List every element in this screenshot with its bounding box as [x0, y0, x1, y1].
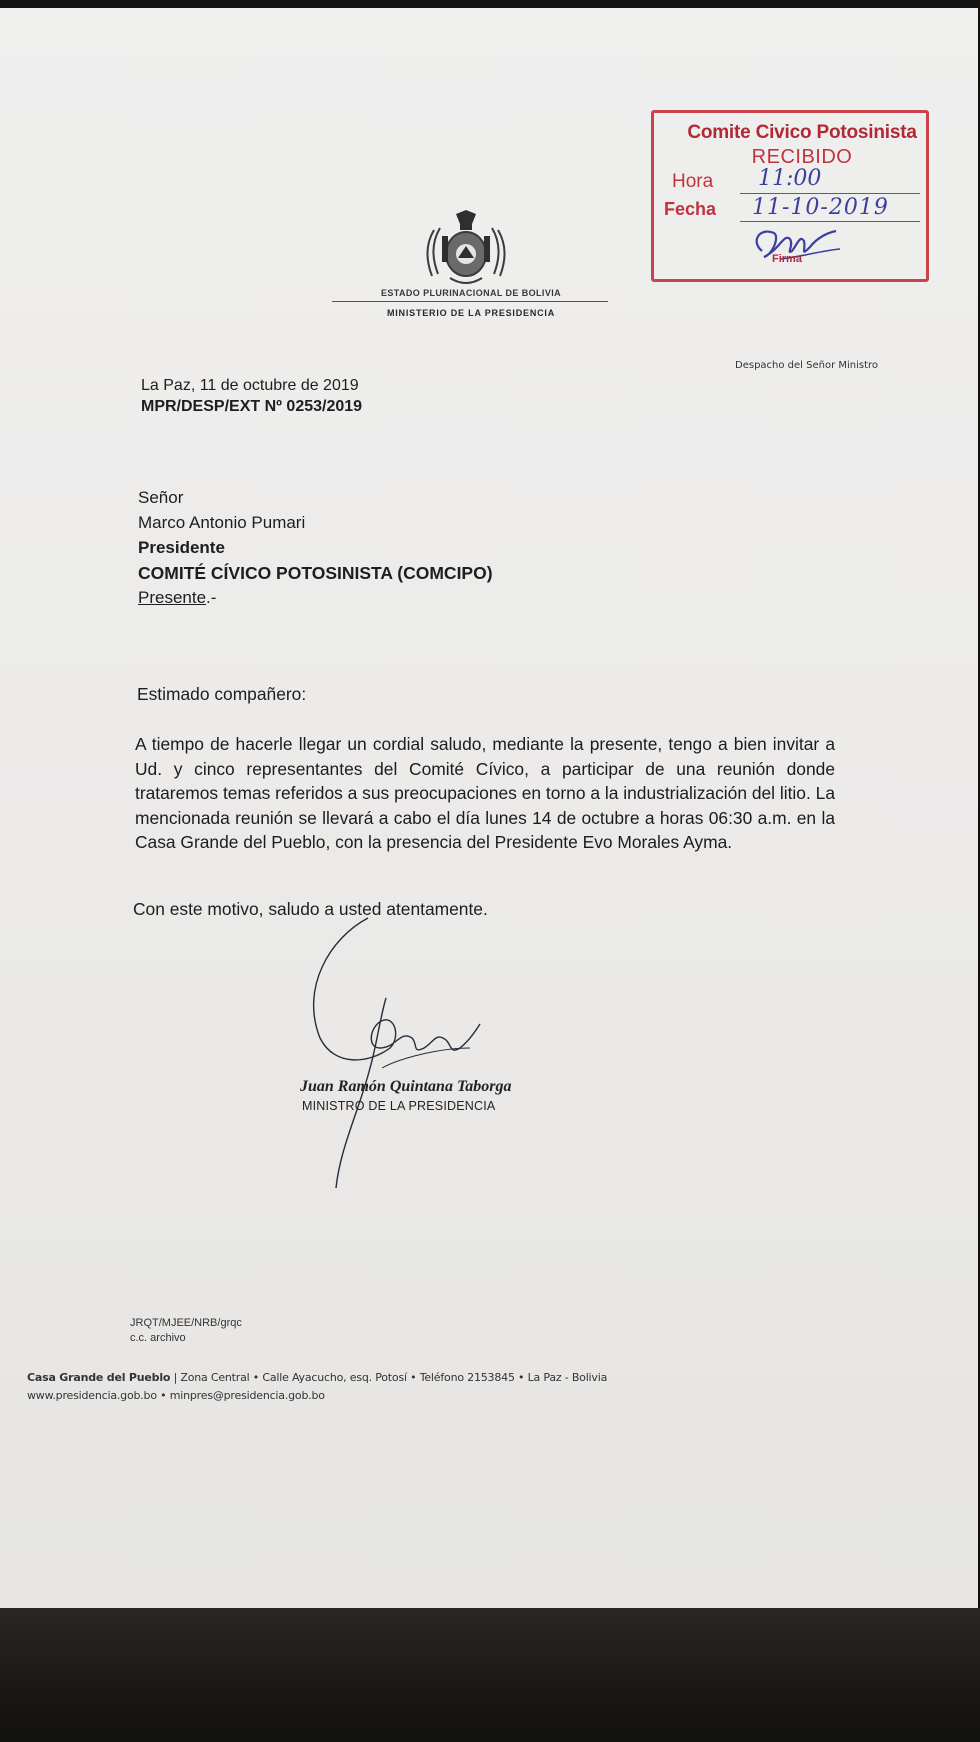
- recipient-salutation: Señor: [138, 488, 184, 507]
- background-surface: [0, 1608, 980, 1742]
- recipient-organization: COMITÉ CÍVICO POTOSINISTA (COMCIPO): [138, 563, 493, 583]
- stamp-status: RECIBIDO: [751, 146, 853, 168]
- footer-address: [27, 1371, 607, 1384]
- footer-initials: JRQT/MJEE/NRB/grqc: [130, 1317, 242, 1329]
- stamp-hora-line: [740, 193, 920, 194]
- signer-name: Juan Ramón Quintana Taborga: [300, 1078, 512, 1095]
- recipient-name: Marco Antonio Pumari: [138, 513, 306, 532]
- minister-handwritten-signature: [300, 898, 500, 1198]
- greeting: Estimado compañero:: [137, 684, 307, 704]
- stamp-fecha-label: Fecha: [664, 199, 717, 219]
- state-name: ESTADO PLURINACIONAL DE BOLIVIA: [380, 288, 562, 298]
- stamp-hora-label: Hora: [672, 171, 714, 192]
- footer-address-building: Casa Grande del Pueblo: [27, 1371, 171, 1384]
- received-stamp: [651, 110, 929, 282]
- closing: Con este motivo, saludo a usted atentamente.: [133, 899, 488, 919]
- ministry-name: MINISTERIO DE LA PRESIDENCIA: [386, 308, 556, 318]
- stamp-firma-label: Firma: [772, 253, 802, 265]
- footer-web-links: www.presidencia.gob.bo • minpres@presidencia.gob.bo: [27, 1389, 325, 1402]
- stamp-fecha-value: 11-10-2019: [752, 195, 889, 220]
- reference-number: MPR/DESP/EXT Nº 0253/2019: [141, 398, 363, 415]
- signer-title: MINISTRO DE LA PRESIDENCIA: [302, 1099, 496, 1113]
- footer-cc: c.c. archivo: [130, 1332, 186, 1344]
- letter-page: [0, 8, 978, 1608]
- place-date: La Paz, 11 de octubre de 2019: [141, 377, 359, 394]
- body-paragraph: [135, 732, 835, 855]
- letterhead-divider: [332, 301, 608, 302]
- stamp-organization: Comite Civico Potosinista: [687, 122, 917, 143]
- stamp-hora-value: 11:00: [758, 166, 822, 191]
- presente-suffix: .-: [206, 588, 217, 607]
- bolivia-coat-of-arms-icon: [420, 208, 512, 288]
- dispatch-office: Despacho del Señor Ministro: [735, 360, 879, 371]
- recipient-role: Presidente: [138, 538, 225, 557]
- footer-address-rest: | Zona Central • Calle Ayacucho, esq. Potosí • Teléfono 2153845 • La Paz - Bolivia: [173, 1371, 608, 1384]
- presente-word: Presente: [138, 588, 207, 607]
- recipient-presente: [138, 588, 216, 608]
- body-paragraph-text: A tiempo de hacerle llegar un cordial saludo, mediante la presente, tengo a bien invitar a Ud. y cinco representantes del Comité Cívico, a participar de una reunión donde trataremos temas referidos a sus preocupaciones en torno a la industrialización del litio. La mencionada reunión se llevará a cabo el día lunes 14 de octubre a horas 06:30 a.m. en la Casa Grande del Pueblo, con la presencia del Presidente Evo Morales Ayma.: [135, 734, 835, 853]
